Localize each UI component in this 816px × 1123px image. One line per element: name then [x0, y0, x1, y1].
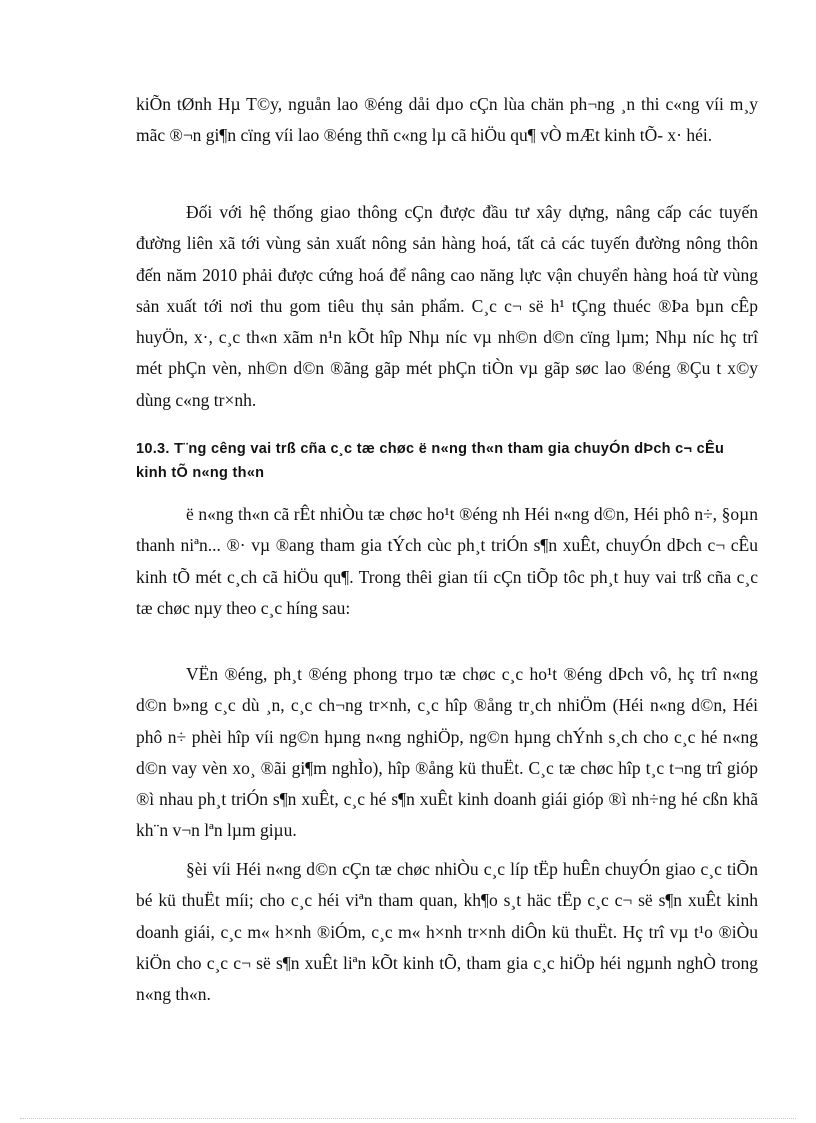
page-bottom-divider [20, 1118, 796, 1119]
paragraph-mobilization: VËn ®éng, ph¸t ®éng phong trµo tæ chøc c¸c ho¹t ®éng dÞch vô, hç trî n«ng d©n b»ng c¸c dù ¸n, c¸c ch¬ng tr×nh, c¸c hîp ®ång tr¸ch nhiÖm (Héi n«ng d©n, Héi phô n÷ phèi hîp víi ng©n hµng n«ng nghiÖp, ng©n hµng chÝnh s¸ch cho c¸c hé n«ng d©n vay vèn xo¸ ®ãi gi¶m nghÌo), hîp ®ång kü thuËt. C¸c tæ chøc hîp t¸c t¬ng trî gióp ®ì nhau ph¸t triÓn s¶n xuÊt, c¸c hé s¶n xuÊt kinh doanh giái gióp ®ì nh÷ng hé cßn khã kh¨n v¬n lªn lµm giµu. [136, 664, 758, 841]
section-heading-10-3: 10.3. T¨ng cêng vai trß cña c¸c tæ chøc ë n«ng th«n tham gia chuyÓn dÞch c¬ cÊu kinh tÕ n«ng th«n [136, 441, 725, 481]
paragraph-farmers-association: §èi víi Héi n«ng d©n cÇn tæ chøc nhiÒu c¸c líp tËp huÊn chuyÓn giao c¸c tiÕn bé kü thuËt míi; cho c¸c héi viªn tham quan, kh¶o s¸t häc tËp c¸c c¬ së s¶n xuÊt kinh doanh giái, c¸c m« h×nh ®iÓm, c¸c m« h×nh tr×nh diÔn kü thuËt. Hç trî vµ t¹o ®iÒu kiÖn cho c¸c c¬ së s¶n xuÊt liªn kÕt kinh tÕ, tham gia c¸c hiÖp héi ngµnh nghÒ trong n«ng th«n. [136, 859, 758, 1005]
paragraph-infrastructure: Đối với hệ thống giao thông cÇn được đầu tư xây dựng, nâng cấp các tuyến đường liên xã tới vùng sản xuất nông sản hàng hoá, tất cả các tuyến đường nông thôn đến năm 2010 phải được cứng hoá để nâng cao năng lực vận chuyển hàng hoá từ vùng sản xuất tới nơi thu gom tiêu thụ sản phẩm. C¸c c¬ së h¹ tÇng thuéc ®Þa bµn cÊp huyÖn, x·, c¸c th«n xãm n¹n kÕt hîp Nhµ níc vµ nh©n d©n cïng lµm; Nhµ níc hç trî mét phÇn vèn, nh©n d©n ®ãng gãp mét phÇn tiÒn vµ gãp søc lao ®éng ®Çu t x©y dùng c«ng tr×nh. [136, 202, 758, 410]
paragraph-continuation: kiÕn tØnh Hµ T©y, nguån lao ®éng dåi dµo cÇn lùa chän ph¬ng ¸n thi c«ng víi m¸y mãc ®¬n gi¶n cïng víi lao ®éng thñ c«ng lµ cã hiÖu qu¶ vÒ mÆt kinh tÕ- x· héi. [136, 94, 758, 146]
paragraph-rural-organizations: ë n«ng th«n cã rÊt nhiÒu tæ chøc ho¹t ®éng nh Héi n«ng d©n, Héi phô n÷, §oµn thanh niªn... ®· vµ ®ang tham gia tÝch cùc ph¸t triÓn s¶n xuÊt, chuyÓn dÞch c¬ cÊu kinh tÕ mét c¸ch cã hiÖu qu¶. Trong thêi gian tíi cÇn tiÕp tôc ph¸t huy vai trß cña c¸c tæ chøc nµy theo c¸c híng sau: [136, 504, 758, 618]
